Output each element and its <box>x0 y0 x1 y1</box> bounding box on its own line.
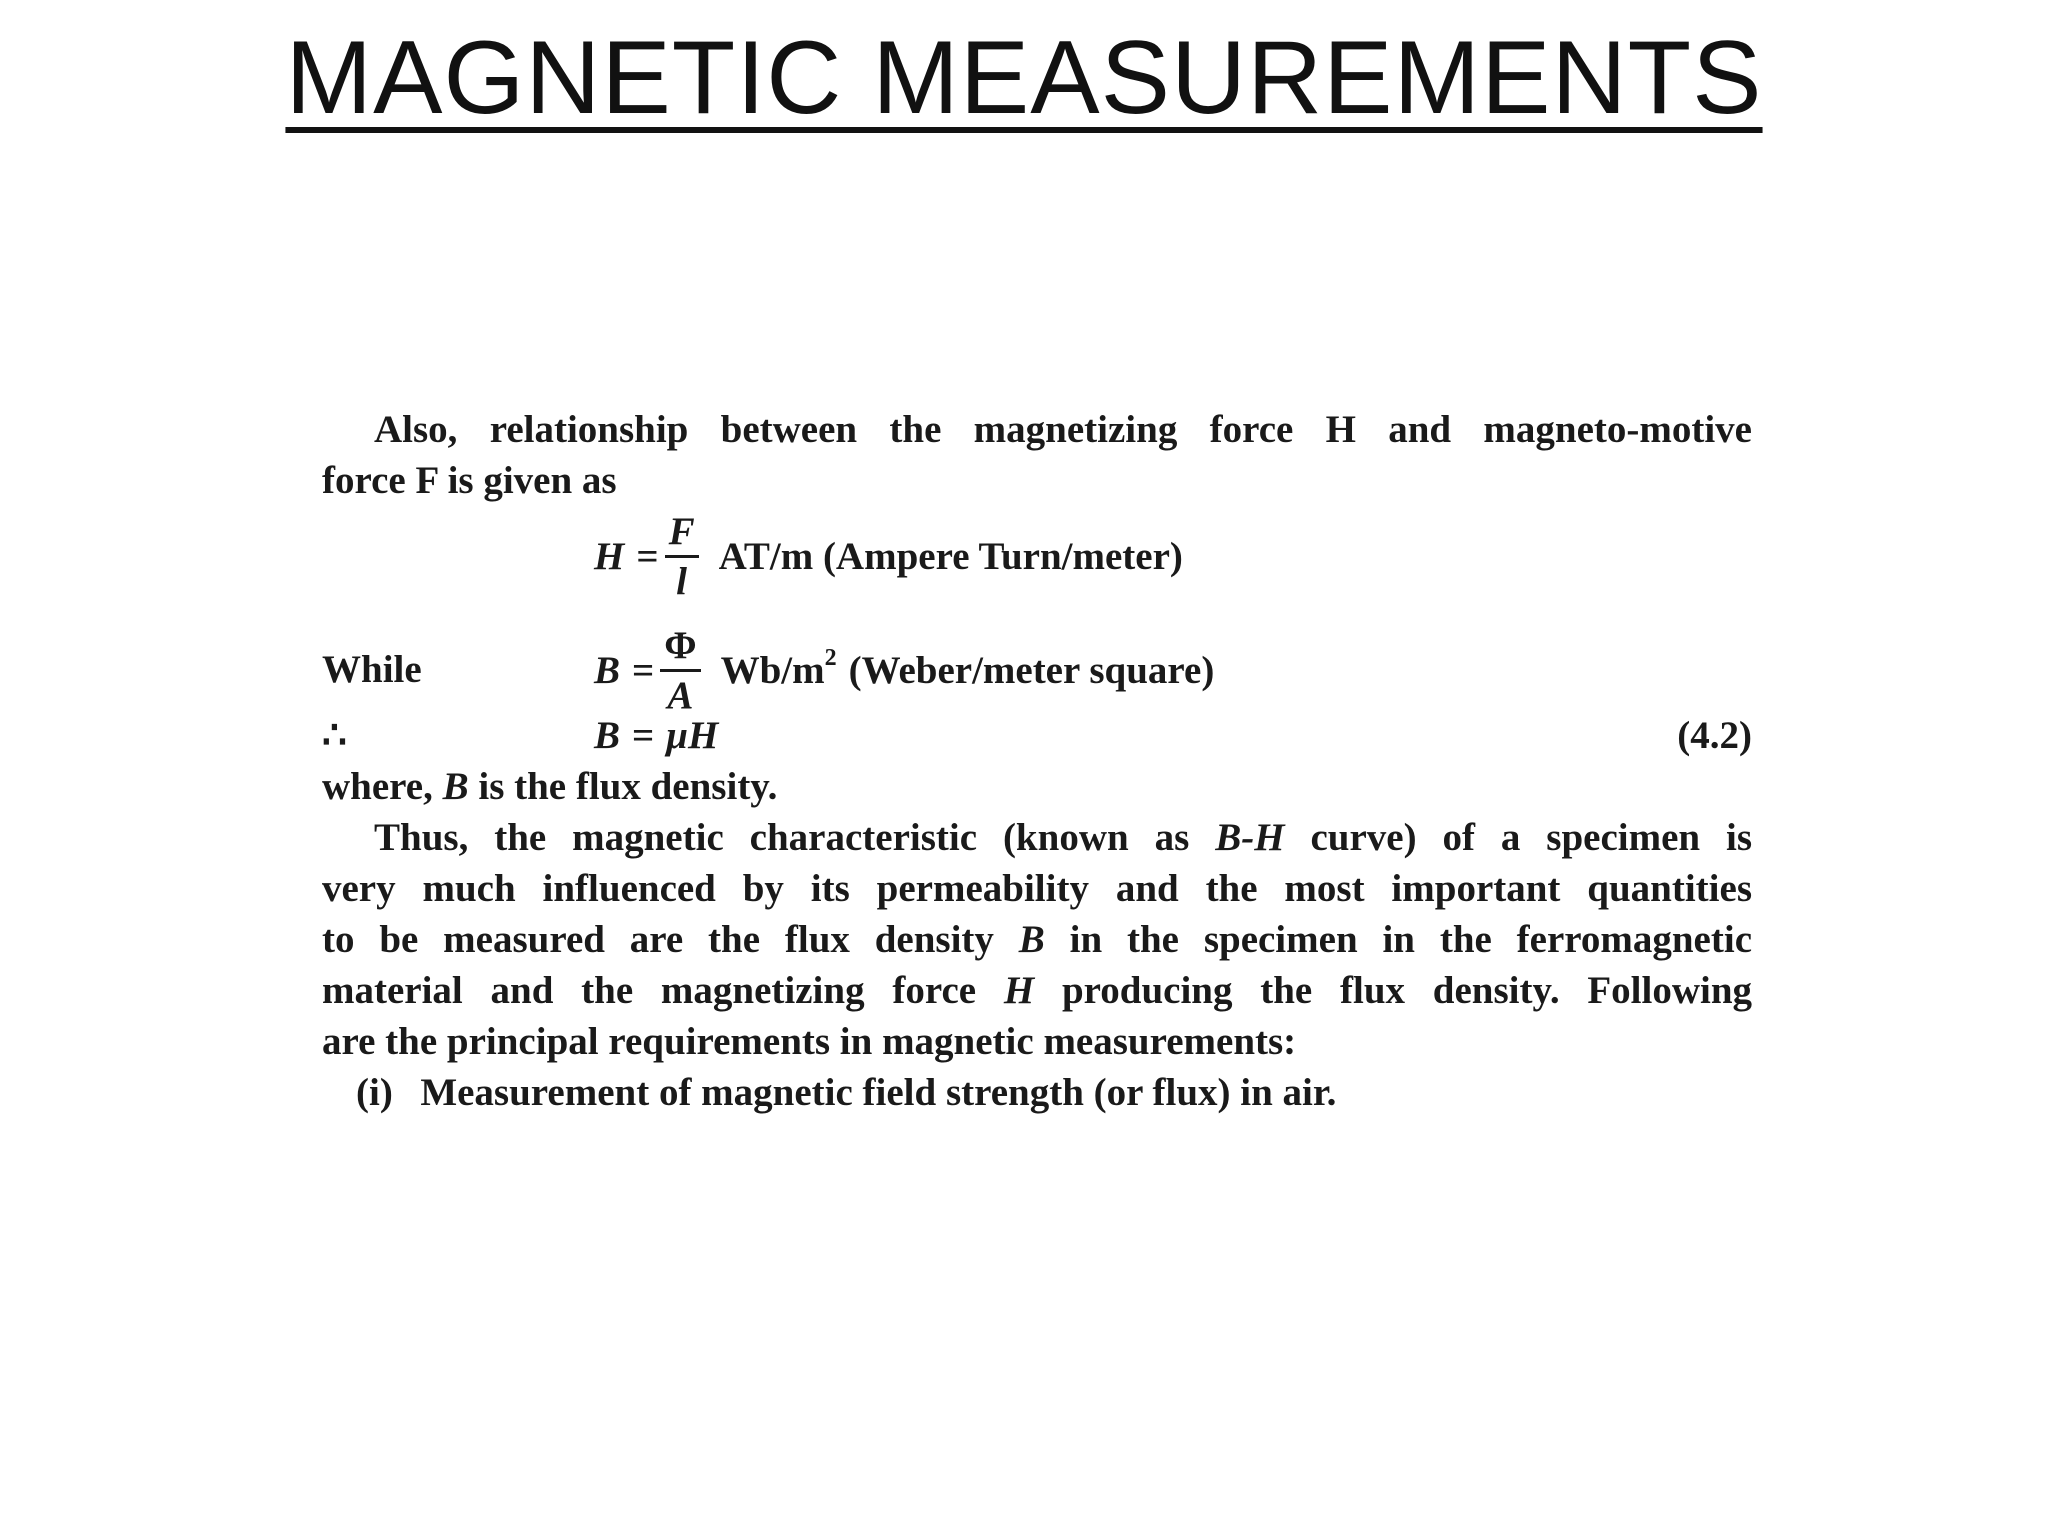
eq1-equals: = <box>636 534 659 578</box>
para2-l1-symbol: B-H <box>1215 816 1285 859</box>
intro-paragraph <box>322 404 1752 455</box>
para2-l4-symbol: H <box>1003 969 1035 1012</box>
eq3-rhs: μH <box>666 714 719 757</box>
intro-paragraph-end <box>322 455 1752 506</box>
eq2-denominator: A <box>667 673 694 717</box>
eq1-lhs: H <box>594 534 625 578</box>
equation-b <box>322 623 1752 717</box>
eq2-equals: = <box>632 648 655 692</box>
para2-line-2 <box>322 863 1752 914</box>
eq2-unit-description: (Weber/meter square) <box>848 648 1215 692</box>
eq2-numerator: Φ <box>660 626 700 672</box>
where-line <box>322 761 1752 812</box>
list-item-text: Measurement of magnetic field strength (or flux) in air. <box>420 1071 1337 1114</box>
eq2-unit <box>720 644 837 693</box>
eq1-numerator: F <box>665 512 699 558</box>
eq3-lhs: B <box>594 714 621 757</box>
para2-l4-b: producing the flux density. Following <box>1061 969 1753 1012</box>
eq3-therefore-symbol: ∴ <box>322 714 347 757</box>
intro-line-2: force F is given as <box>322 459 617 502</box>
eq3-equals: = <box>632 714 655 757</box>
eq1-denominator: l <box>676 559 687 603</box>
para2-l1-b: curve) of a specimen is <box>1310 816 1753 859</box>
slide-title <box>0 18 2048 138</box>
para2-l3-b: in the specimen in the ferromagnetic <box>1069 918 1753 961</box>
para2-l3-a: to be measured are the flux density <box>322 918 994 961</box>
equation-h <box>322 509 1752 603</box>
para2-l3-symbol: B <box>1018 918 1045 961</box>
eq1-unit: AT/m (Ampere Turn/meter) <box>718 534 1183 578</box>
list-item <box>356 1067 1336 1118</box>
para2-line-5 <box>322 1016 1752 1067</box>
where-before: where, <box>322 765 433 808</box>
list-item-marker: (i) <box>356 1071 393 1114</box>
para2-line-3 <box>322 914 1752 965</box>
eq2-fraction <box>660 623 700 717</box>
eq3-equation-number: (4.2) <box>1677 714 1752 757</box>
para2-l2: very much influenced by its permeability and the most important quantities <box>322 867 1752 910</box>
intro-line-1: Also, relationship between the magnetizing force H and magneto-motive <box>374 408 1752 451</box>
where-symbol: B <box>442 765 469 808</box>
eq2-label: While <box>322 648 422 691</box>
equation-b-mu-h <box>322 710 1752 761</box>
eq2-unit-exponent: 2 <box>824 644 837 671</box>
eq1-fraction <box>665 509 699 603</box>
where-after: is the flux density. <box>478 765 778 808</box>
para2-l5: are the principal requirements in magnetic measurements: <box>322 1020 1297 1063</box>
para2-line-1 <box>322 812 1752 863</box>
slide-title-text: MAGNETIC MEASUREMENTS <box>285 20 1763 136</box>
para2-line-4 <box>322 965 1752 1016</box>
eq2-lhs: B <box>594 648 621 692</box>
para2-l1-a: Thus, the magnetic characteristic (known as <box>374 816 1190 859</box>
eq2-unit-base: Wb/m <box>720 648 825 692</box>
para2-l4-a: material and the magnetizing force <box>322 969 977 1012</box>
